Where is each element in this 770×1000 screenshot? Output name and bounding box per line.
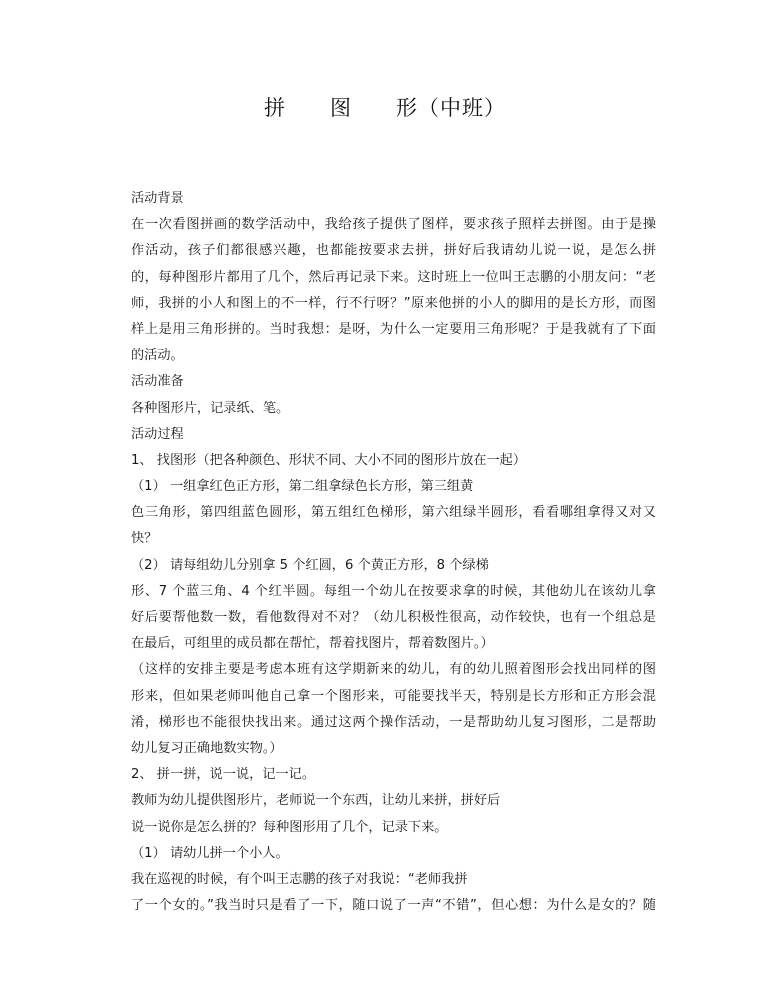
list-item: （2） 请每组幼儿分别拿 5 个红圆，6 个黄正方形，8 个绿梯 (131, 557, 489, 573)
paragraph-line: 在一次看图拼画的数学活动中，我给孩子提供了图样，要求孩子照样去拼图。由于是操 (131, 217, 656, 233)
section-heading: 活动准备 (131, 374, 184, 390)
paragraph-line: 在最后，可组里的成员都在帮忙，帮着找图片，帮着数图片。） (131, 636, 494, 652)
paragraph-line: 各种图形片，记录纸、笔。 (131, 400, 290, 416)
section-heading: 活动过程 (131, 426, 184, 442)
paragraph-line: 了一个女的。”我当时只是看了一下，随口说了一声“不错”，但心想：为什么是女的？随 (131, 898, 656, 914)
paragraph-line: 师，我拼的小人和图上的不一样，行不行呀？”原来他拼的小人的脚用的是长方形，而图 (131, 295, 656, 311)
paragraph-line: 色三角形，第四组蓝色圆形，第五组红色梯形，第六组绿半圆形，看看哪组拿得又对又 (131, 505, 656, 521)
paragraph-line: 形、7 个蓝三角、4 个红半圆。每组一个幼儿在按要求拿的时候，其他幼儿在该幼儿拿 (131, 583, 656, 599)
page-title: 拼 图 形（中班） (264, 96, 506, 120)
list-item: （1） 一组拿红色正方形，第二组拿绿色长方形，第三组黄 (131, 479, 474, 495)
paragraph-line: 幼儿复习正确地数实物。） (131, 740, 283, 756)
list-item: 1、 找图形（把各种颜色、形状不同、大小不同的图形片放在一起） (131, 452, 527, 468)
paragraph-line: 样上是用三角形拼的。当时我想：是呀，为什么一定要用三角形呢？于是我就有了下面 (131, 321, 656, 337)
section-heading: 活动背景 (131, 191, 184, 206)
paragraph-line: 的活动。 (131, 348, 184, 364)
paragraph-line: 教师为幼儿提供图形片，老师说一个东西，让幼儿来拼，拼好后 (131, 793, 501, 809)
paragraph-line: 的，每种图形片都用了几个，然后再记录下来。这时班上一位叫王志鹏的小朋友问：“老 (131, 269, 656, 285)
paragraph-line: 淆，梯形也不能很快找出来。通过这两个操作活动，一是帮助幼儿复习图形，二是帮助 (131, 714, 656, 730)
paragraph-line: 好后要帮他数一数，看他数得对不对？（幼儿积极性很高，动作较快，也有一个组总是 (131, 610, 656, 625)
paragraph-line: 快？ (131, 531, 158, 547)
paragraph-line: （这样的安排主要是考虑本班有这学期新来的幼儿，有的幼儿照着图形会找出同样的图 (131, 662, 656, 678)
paragraph-line: 我在巡视的时候，有个叫王志鹏的孩子对我说：“老师我拼 (131, 871, 468, 887)
document-body (131, 186, 656, 919)
list-item: （1） 请幼儿拼一个小人。 (131, 845, 289, 861)
paragraph-line: 说一说你是怎么拼的？每种图形用了几个，记录下来。 (131, 819, 448, 835)
paragraph-line: 作活动，孩子们都很感兴趣，也都能按要求去拼，拼好后我请幼儿说一说，是怎么拼 (131, 243, 656, 259)
paragraph-line: 形来，但如果老师叫他自己拿一个图形来，可能要找半天，特别是长方形和正方形会混 (131, 688, 656, 704)
list-item: 2、 拼一拼，说一说，记一记。 (131, 767, 316, 783)
